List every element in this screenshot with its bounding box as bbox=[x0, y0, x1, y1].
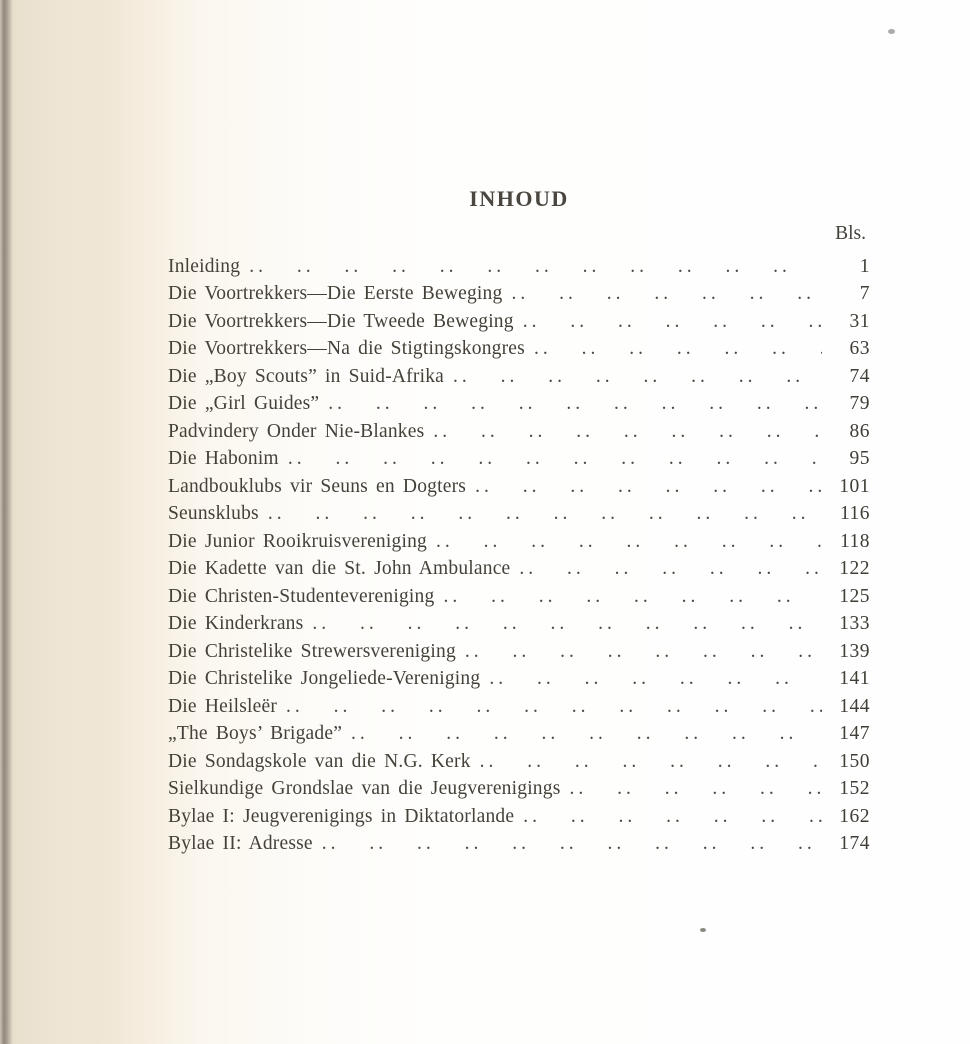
dot-leader bbox=[523, 308, 822, 336]
toc-entry-title: Seunsklubs bbox=[168, 503, 259, 524]
toc-entry-page: 141 bbox=[839, 668, 870, 689]
toc-entry-title: Die Kinderkrans bbox=[168, 613, 304, 634]
toc-entry-page: 139 bbox=[839, 640, 870, 662]
page-number-column-header: Bls. bbox=[835, 223, 866, 244]
dot-leader bbox=[436, 528, 822, 556]
toc-entry-title: Die Sondagskole van die N.G. Kerk bbox=[168, 750, 471, 772]
toc-entry-title: Die Voortrekkers—Die Eerste Beweging bbox=[168, 283, 503, 304]
page-title: INHOUD bbox=[469, 186, 569, 211]
toc-row bbox=[168, 308, 870, 336]
toc-entry-page: 162 bbox=[839, 805, 870, 827]
toc-entry-title: Landbouklubs vir Seuns en Dogters bbox=[168, 475, 467, 497]
dot-leader bbox=[523, 803, 822, 831]
toc-row bbox=[168, 638, 870, 666]
toc-entry-page: 79 bbox=[849, 393, 870, 414]
toc-row bbox=[168, 803, 870, 831]
toc-row bbox=[168, 830, 870, 858]
dot-leader bbox=[511, 280, 822, 308]
toc-entry-page: 1 bbox=[859, 255, 870, 277]
toc-row bbox=[168, 280, 870, 308]
dot-leader bbox=[249, 253, 822, 281]
dot-leader bbox=[328, 390, 822, 418]
toc-entry-page: 144 bbox=[839, 695, 870, 717]
toc-entry-title: Die Heilsleër bbox=[168, 695, 278, 717]
toc-entry-title: Bylae I: Jeugverenigings in Diktatorlande bbox=[168, 805, 515, 827]
toc-entry-page: 152 bbox=[839, 778, 870, 799]
toc-row bbox=[168, 693, 870, 721]
toc-entry-title: Die Voortrekkers—Na die Stigtingskongres bbox=[168, 338, 525, 359]
toc-row bbox=[168, 363, 870, 391]
toc-entry-page: 7 bbox=[859, 283, 870, 304]
dot-leader bbox=[480, 748, 822, 776]
toc-entry-page: 74 bbox=[849, 365, 870, 387]
toc-row bbox=[168, 500, 870, 528]
scan-speck bbox=[700, 928, 706, 932]
dot-leader bbox=[453, 363, 822, 391]
dot-leader bbox=[443, 583, 822, 611]
toc-entry-title: Die Kadette van die St. John Ambulance bbox=[168, 558, 511, 579]
toc-entry-title: Padvindery Onder Nie-Blankes bbox=[168, 420, 425, 442]
toc-entry-page: 122 bbox=[839, 558, 870, 579]
dot-leader bbox=[312, 610, 822, 638]
toc-entry-title: Die Voortrekkers—Die Tweede Beweging bbox=[168, 310, 514, 332]
dot-leader bbox=[489, 665, 822, 693]
dot-leader bbox=[322, 830, 822, 858]
toc-row bbox=[168, 555, 870, 583]
scan-speck bbox=[888, 29, 895, 34]
toc-row bbox=[168, 610, 870, 638]
toc-entry-title: Die Christen-Studentevereniging bbox=[168, 585, 435, 607]
toc-entry-page: 31 bbox=[849, 310, 870, 332]
toc-entry-page: 147 bbox=[839, 723, 870, 744]
dot-leader bbox=[465, 638, 822, 666]
toc-row bbox=[168, 253, 870, 281]
dot-leader bbox=[433, 418, 822, 446]
toc-entry-page: 95 bbox=[849, 448, 870, 469]
toc-row bbox=[168, 665, 870, 693]
toc-entry-title: Die Habonim bbox=[168, 448, 279, 469]
toc-row bbox=[168, 390, 870, 418]
toc-entry-page: 63 bbox=[849, 338, 870, 359]
dot-leader bbox=[475, 473, 822, 501]
toc-row bbox=[168, 775, 870, 803]
toc-entry-page: 125 bbox=[839, 585, 870, 607]
toc-row bbox=[168, 418, 870, 446]
toc-row bbox=[168, 528, 870, 556]
toc-entry-page: 86 bbox=[849, 420, 870, 442]
dot-leader bbox=[268, 500, 822, 528]
toc-entry-title: Die „Girl Guides” bbox=[168, 393, 320, 414]
toc-entry-title: „The Boys’ Brigade” bbox=[168, 723, 343, 744]
toc-row bbox=[168, 720, 870, 748]
toc-row bbox=[168, 748, 870, 776]
toc-entry-page: 118 bbox=[839, 530, 870, 552]
toc-entry-title: Die „Boy Scouts” in Suid-Afrika bbox=[168, 365, 444, 387]
toc-entry-page: 116 bbox=[839, 503, 870, 524]
toc-row bbox=[168, 473, 870, 501]
toc-entry-title: Sielkundige Grondslae van die Jeugverenigings bbox=[168, 778, 561, 799]
toc-entry-page: 133 bbox=[839, 613, 870, 634]
toc-entry-title: Bylae II: Adresse bbox=[168, 833, 313, 854]
toc-row bbox=[168, 445, 870, 473]
dot-leader bbox=[519, 555, 822, 583]
toc-entry-page: 150 bbox=[839, 750, 870, 772]
dot-leader bbox=[351, 720, 822, 748]
dot-leader bbox=[288, 445, 822, 473]
table-of-contents bbox=[168, 0, 870, 858]
dot-leader bbox=[286, 693, 822, 721]
toc-list bbox=[168, 253, 870, 858]
toc-entry-page: 174 bbox=[839, 833, 870, 854]
toc-entry-title: Die Christelike Jongeliede-Vereniging bbox=[168, 668, 481, 689]
toc-row bbox=[168, 335, 870, 363]
toc-row bbox=[168, 583, 870, 611]
toc-entry-title: Die Christelike Strewersvereniging bbox=[168, 640, 456, 662]
toc-entry-page: 101 bbox=[839, 475, 870, 497]
dot-leader bbox=[570, 775, 823, 803]
toc-entry-title: Inleiding bbox=[168, 255, 241, 277]
toc-entry-title: Die Junior Rooikruisvereniging bbox=[168, 530, 427, 552]
dot-leader bbox=[534, 335, 822, 363]
